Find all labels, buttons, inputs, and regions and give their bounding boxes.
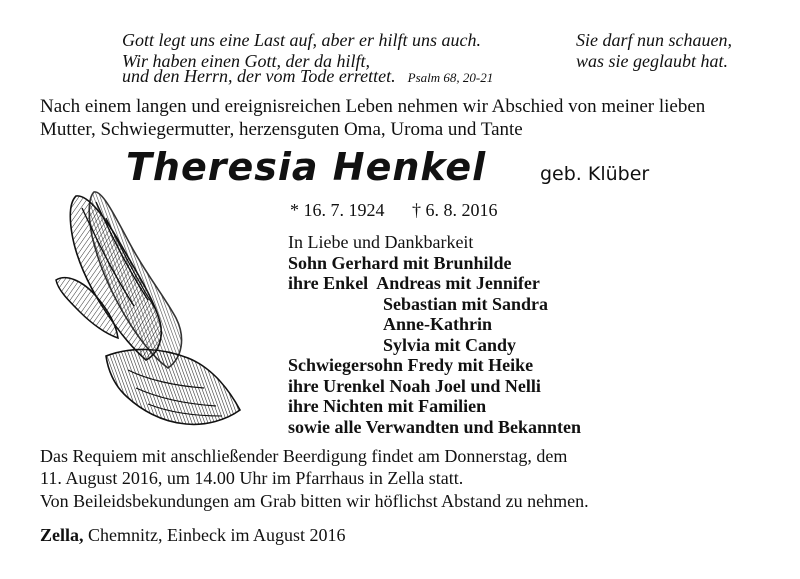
footer-place	[40, 524, 345, 546]
quote-right-line-1: Sie darf nun schauen,	[576, 30, 732, 50]
footer-place-rest: Chemnitz, Einbeck im August 2016	[83, 525, 346, 545]
quote-line-2: Wir haben einen Gott, der da hilft,	[122, 51, 370, 71]
service-line-3: Von Beileidsbekundungen am Grab bitten wir höflichst Abstand zu nehmen.	[40, 491, 589, 511]
praying-hands-icon	[36, 188, 246, 430]
service-line-2: 11. August 2016, um 14.00 Uhr im Pfarrhaus in Zella statt.	[40, 468, 464, 488]
mourner-line: Sohn Gerhard mit Brunhilde	[288, 253, 512, 273]
psalm-reference: Psalm 68, 20-21	[407, 70, 494, 85]
mourners-heading: In Liebe und Dankbarkeit	[288, 232, 474, 252]
mourner-line: ihre Urenkel Noah Joel und Nelli	[288, 376, 541, 396]
intro-line-1: Nach einem langen und ereignisreichen Leben nehmen wir Abschied von meiner lieben	[40, 96, 706, 117]
quote-line-3-row	[122, 66, 493, 88]
mourner-line: ihre Nichten mit Familien	[288, 396, 487, 416]
mourner-line: ihre Enkel Andreas mit Jennifer	[288, 273, 540, 293]
death-date: † 6. 8. 2016	[412, 200, 498, 220]
quote-right-line-2: was sie geglaubt hat.	[576, 51, 728, 71]
mourner-line: Sylvia mit Candy	[383, 335, 517, 355]
mourner-line: Anne-Kathrin	[383, 314, 493, 334]
maiden-name: geb. Klüber	[540, 163, 650, 185]
quote-line-3: und den Herrn, der vom Tode errettet.	[122, 66, 396, 86]
service-line-1: Das Requiem mit anschließender Beerdigung findet am Donnerstag, dem	[40, 446, 568, 466]
mourner-line: Sebastian mit Sandra	[383, 294, 549, 314]
deceased-name: Theresia Henkel	[126, 145, 487, 189]
birth-date: * 16. 7. 1924	[290, 200, 385, 220]
mourner-line: Schwiegersohn Fredy mit Heike	[288, 355, 534, 375]
footer-place-bold: Zella,	[40, 525, 84, 545]
intro-line-2: Mutter, Schwiegermutter, herzensguten Oma, Uroma und Tante	[40, 119, 523, 140]
mourner-line: sowie alle Verwandten und Bekannten	[288, 417, 582, 437]
quote-line-1: Gott legt uns eine Last auf, aber er hilft uns auch.	[122, 30, 481, 50]
